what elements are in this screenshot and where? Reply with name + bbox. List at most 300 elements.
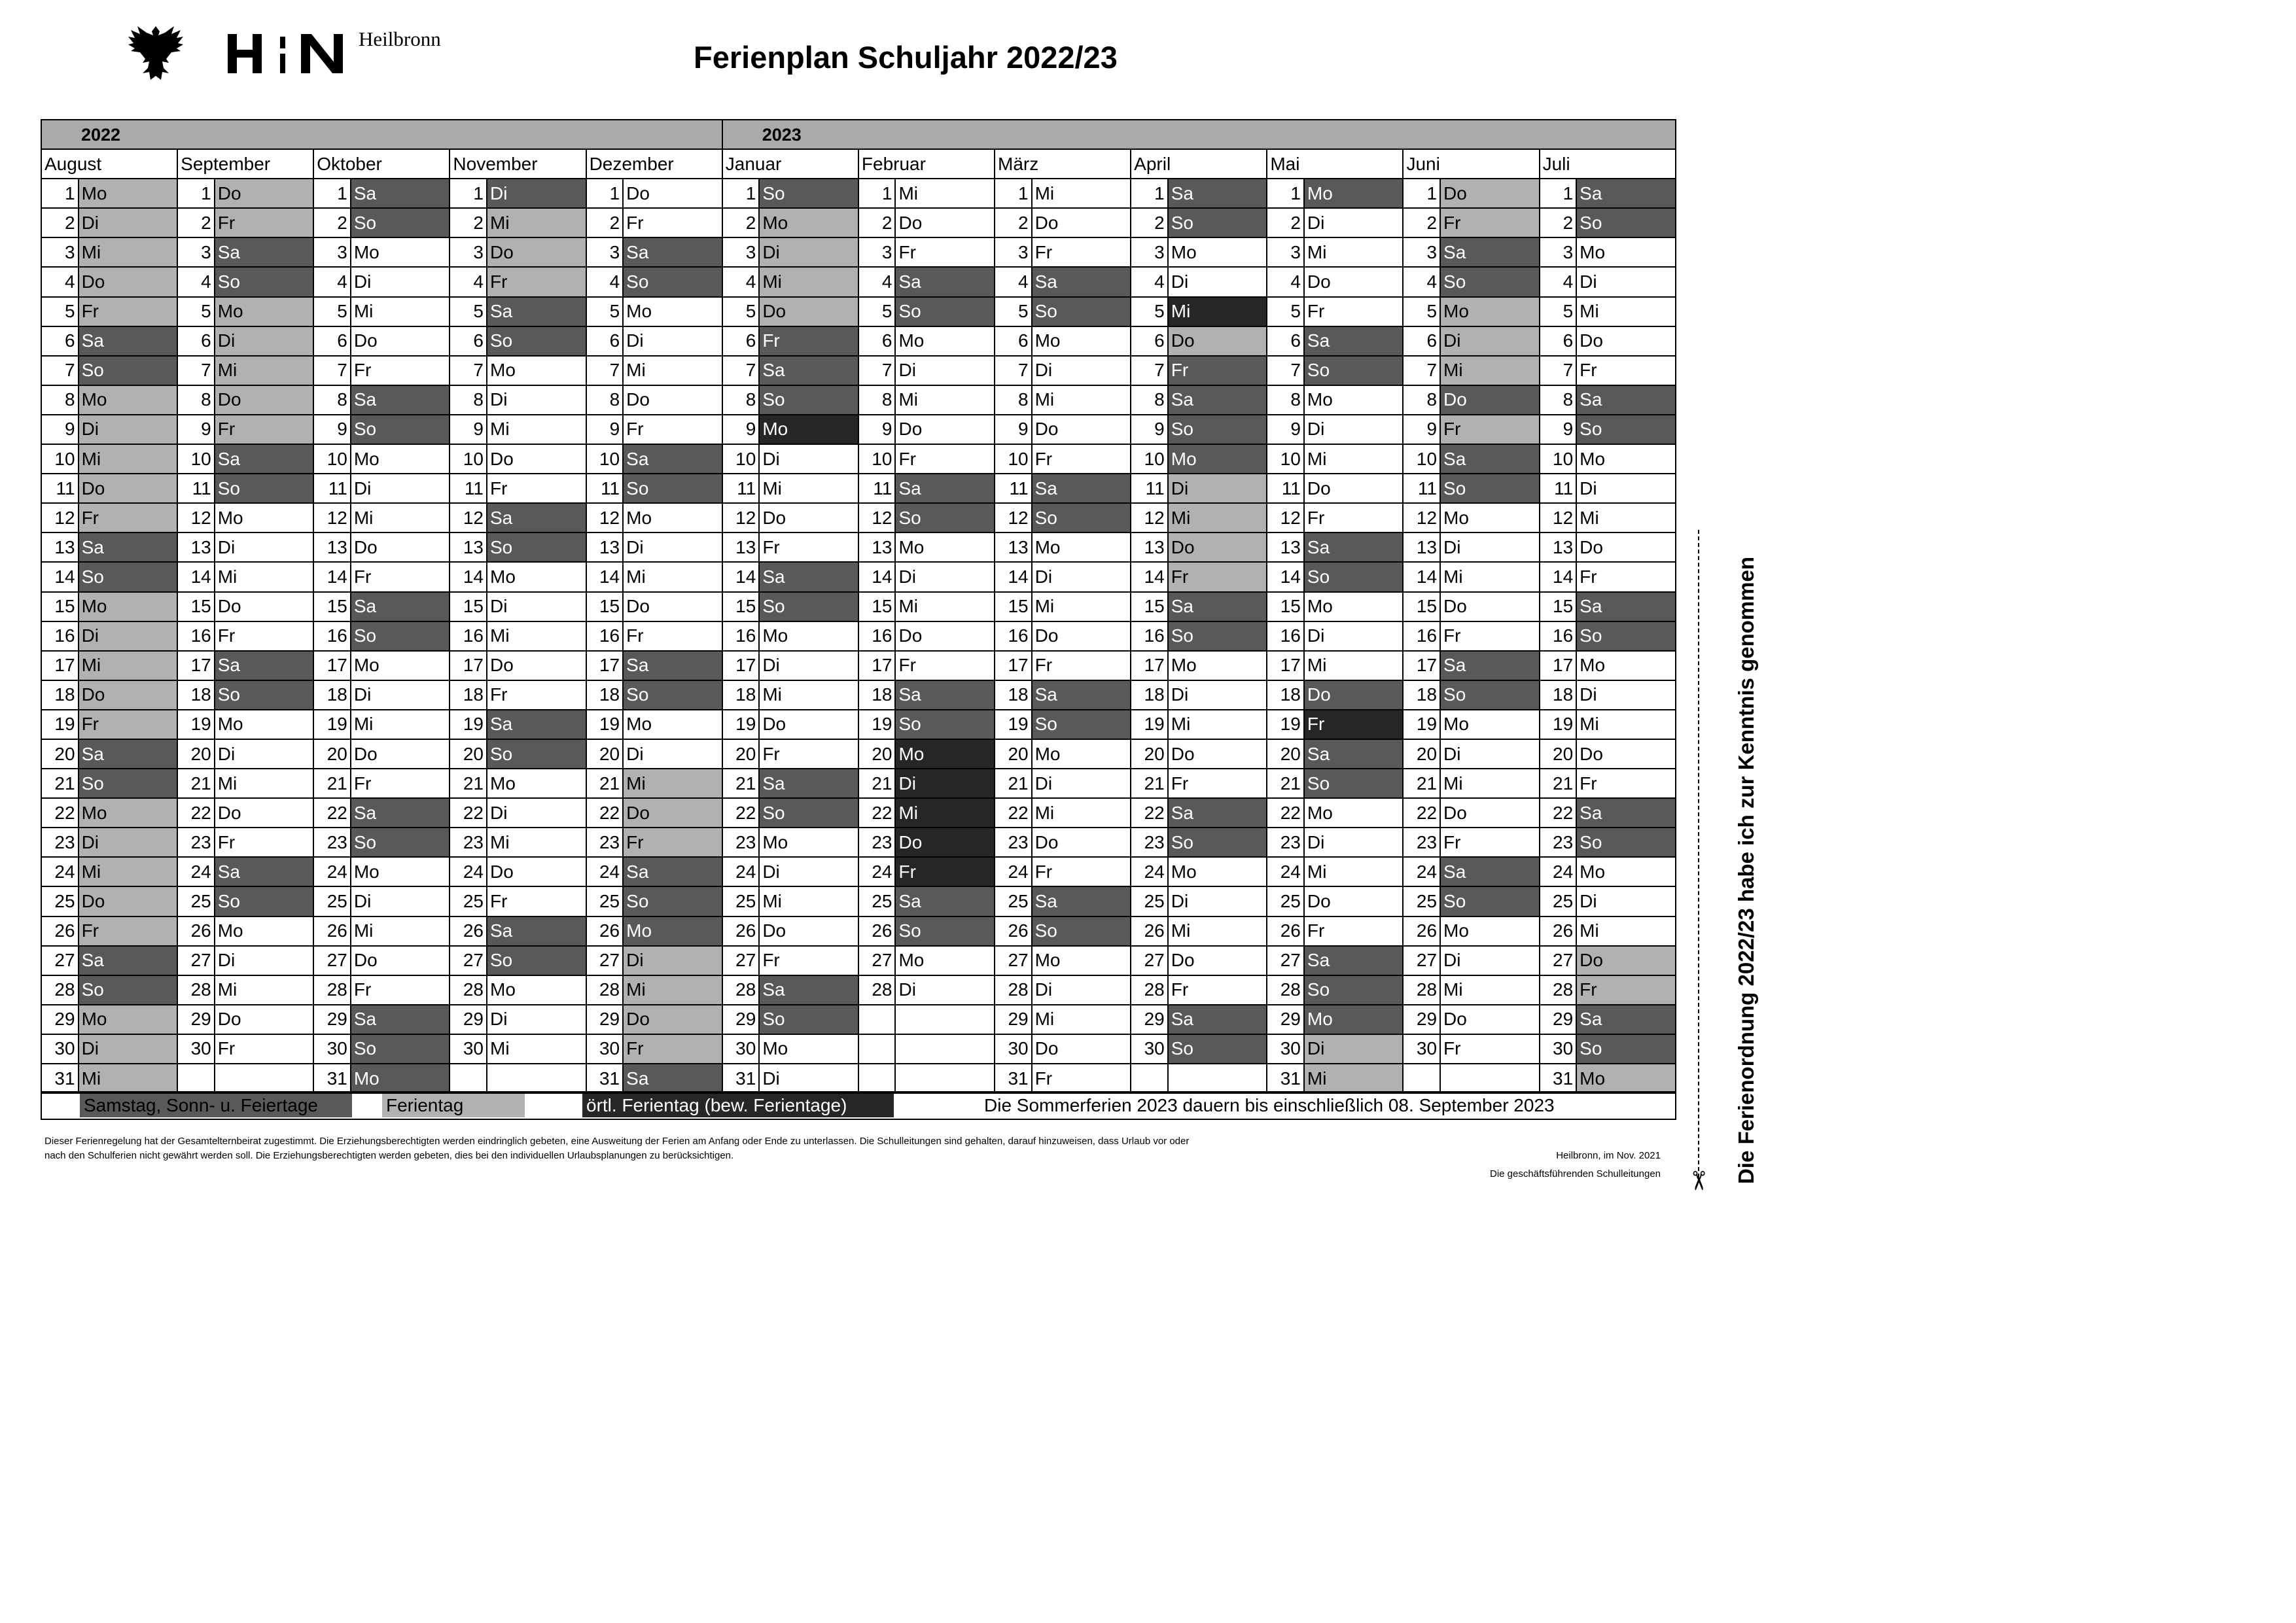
legend <box>41 1091 1676 1120</box>
day-number: 12 <box>995 503 1032 532</box>
weekday-cell: Mo <box>1440 710 1540 739</box>
weekday-cell: Do <box>1032 208 1131 237</box>
page-title: Ferienplan Schuljahr 2022/23 <box>694 40 1118 75</box>
weekday-cell: Mo <box>623 297 722 326</box>
weekday-cell: Sa <box>1032 680 1131 710</box>
day-row <box>41 326 1676 356</box>
day-number: 22 <box>1267 798 1304 828</box>
weekday-cell: So <box>215 680 314 710</box>
weekday-cell: Do <box>895 415 995 444</box>
day-number: 8 <box>1403 385 1440 415</box>
weekday-cell: So <box>759 1005 858 1034</box>
weekday-cell: Mi <box>1304 237 1404 267</box>
day-number: 28 <box>41 975 79 1005</box>
weekday-cell: Mi <box>1032 179 1131 208</box>
day-number: 10 <box>41 444 79 474</box>
weekday-cell: Mi <box>79 237 178 267</box>
day-number: 17 <box>722 651 760 680</box>
day-number: 1 <box>995 179 1032 208</box>
day-number: 4 <box>313 267 351 296</box>
day-number: 12 <box>450 503 487 532</box>
day-row <box>41 503 1676 532</box>
day-number: 27 <box>858 946 896 975</box>
day-number: 1 <box>586 179 624 208</box>
weekday-cell <box>1440 1064 1540 1093</box>
weekday-cell: Fr <box>1304 297 1404 326</box>
day-number: 17 <box>858 651 896 680</box>
weekday-cell: Do <box>1440 1005 1540 1034</box>
weekday-cell: So <box>351 415 450 444</box>
weekday-cell: Mo <box>1168 651 1267 680</box>
weekday-cell: Fr <box>623 1034 722 1064</box>
day-row <box>41 857 1676 886</box>
weekday-cell: Di <box>351 474 450 503</box>
weekday-cell: Di <box>79 415 178 444</box>
weekday-cell: Sa <box>487 916 586 946</box>
weekday-cell: Mi <box>215 975 314 1005</box>
day-row <box>41 385 1676 415</box>
weekday-cell: Mo <box>215 916 314 946</box>
weekday-cell: Mi <box>487 1034 586 1064</box>
weekday-cell: Di <box>1440 326 1540 356</box>
weekday-cell: Do <box>1168 532 1267 562</box>
day-number: 13 <box>1403 532 1440 562</box>
day-number: 26 <box>450 916 487 946</box>
day-number: 28 <box>177 975 215 1005</box>
weekday-cell: Do <box>1440 385 1540 415</box>
day-number: 30 <box>586 1034 624 1064</box>
weekday-cell: Mi <box>79 444 178 474</box>
day-row <box>41 680 1676 710</box>
weekday-cell: Mo <box>759 621 858 651</box>
day-row <box>41 208 1676 237</box>
day-number: 7 <box>1131 356 1168 385</box>
day-number: 12 <box>41 503 79 532</box>
weekday-cell: Do <box>215 385 314 415</box>
weekday-cell: Mo <box>351 444 450 474</box>
day-number: 1 <box>1131 179 1168 208</box>
weekday-cell: Fr <box>1576 356 1676 385</box>
day-number: 20 <box>722 739 760 769</box>
day-number: 6 <box>722 326 760 356</box>
weekday-cell: Sa <box>623 237 722 267</box>
day-number: 7 <box>450 356 487 385</box>
day-number: 14 <box>1540 562 1577 591</box>
weekday-cell: Mi <box>1304 444 1404 474</box>
weekday-cell: Fr <box>895 237 995 267</box>
weekday-cell: Mo <box>215 503 314 532</box>
day-number: 13 <box>586 532 624 562</box>
day-number: 13 <box>41 532 79 562</box>
day-number: 24 <box>313 857 351 886</box>
weekday-cell: Mo <box>895 326 995 356</box>
weekday-cell: Sa <box>1304 532 1404 562</box>
day-number: 10 <box>1403 444 1440 474</box>
weekday-cell: So <box>351 1034 450 1064</box>
day-number: 29 <box>586 1005 624 1034</box>
weekday-cell: Mi <box>351 710 450 739</box>
weekday-cell: Do <box>1168 326 1267 356</box>
day-row <box>41 532 1676 562</box>
day-number: 29 <box>1540 1005 1577 1034</box>
day-number: 1 <box>1403 179 1440 208</box>
weekday-cell: Fr <box>487 267 586 296</box>
weekday-cell: Di <box>1304 828 1404 857</box>
weekday-cell: So <box>487 532 586 562</box>
day-number: 26 <box>586 916 624 946</box>
weekday-cell: Mo <box>487 562 586 591</box>
weekday-cell: Fr <box>623 208 722 237</box>
cut-line <box>1698 530 1699 1178</box>
weekday-cell: Mi <box>1440 356 1540 385</box>
year-header-2022: 2022 <box>41 120 722 149</box>
day-number: 16 <box>1131 621 1168 651</box>
weekday-cell: Mi <box>351 503 450 532</box>
weekday-cell: Sa <box>1032 474 1131 503</box>
weekday-cell: Di <box>487 1005 586 1034</box>
day-number: 3 <box>995 237 1032 267</box>
day-number: 20 <box>313 739 351 769</box>
day-number: 17 <box>995 651 1032 680</box>
weekday-cell: Fr <box>1168 356 1267 385</box>
weekday-cell: Do <box>759 916 858 946</box>
day-number: 28 <box>722 975 760 1005</box>
day-number: 3 <box>41 237 79 267</box>
weekday-cell: Mo <box>759 415 858 444</box>
day-number: 28 <box>313 975 351 1005</box>
day-number: 31 <box>41 1064 79 1093</box>
day-number: 13 <box>995 532 1032 562</box>
weekday-cell: Do <box>1440 179 1540 208</box>
day-number: 6 <box>313 326 351 356</box>
weekday-cell: Fr <box>351 769 450 798</box>
weekday-cell: Fr <box>759 326 858 356</box>
weekday-cell: Fr <box>759 946 858 975</box>
weekday-cell <box>895 1034 995 1064</box>
weekday-cell: So <box>759 592 858 621</box>
weekday-cell: Mo <box>79 179 178 208</box>
day-number: 23 <box>41 828 79 857</box>
day-number: 22 <box>177 798 215 828</box>
day-number: 14 <box>313 562 351 591</box>
weekday-cell: Mo <box>1576 857 1676 886</box>
weekday-cell: So <box>1032 503 1131 532</box>
weekday-cell: Mi <box>487 621 586 651</box>
weekday-cell: Di <box>759 237 858 267</box>
day-number: 10 <box>313 444 351 474</box>
weekday-cell: Di <box>79 828 178 857</box>
day-number: 11 <box>41 474 79 503</box>
heilbronn-logo <box>222 25 347 80</box>
day-row <box>41 798 1676 828</box>
weekday-cell: Fr <box>1304 503 1404 532</box>
weekday-cell: Do <box>759 503 858 532</box>
day-number: 8 <box>313 385 351 415</box>
day-number: 9 <box>41 415 79 444</box>
weekday-cell: Do <box>487 444 586 474</box>
weekday-cell: Mi <box>351 916 450 946</box>
day-number: 19 <box>1403 710 1440 739</box>
day-number: 28 <box>1403 975 1440 1005</box>
weekday-cell: Mo <box>487 356 586 385</box>
day-number: 3 <box>450 237 487 267</box>
holiday-calendar-table <box>41 119 1676 1094</box>
day-number: 25 <box>1131 886 1168 916</box>
weekday-cell: Mi <box>759 680 858 710</box>
day-number: 11 <box>313 474 351 503</box>
day-number: 17 <box>1131 651 1168 680</box>
weekday-cell: Di <box>79 621 178 651</box>
weekday-cell: So <box>1032 710 1131 739</box>
day-number: 20 <box>858 739 896 769</box>
weekday-cell: Sa <box>351 798 450 828</box>
weekday-cell: Mo <box>1440 916 1540 946</box>
day-number: 24 <box>177 857 215 886</box>
day-number: 23 <box>177 828 215 857</box>
day-number: 15 <box>858 592 896 621</box>
weekday-cell: Di <box>759 651 858 680</box>
weekday-cell: Di <box>623 739 722 769</box>
day-number: 10 <box>722 444 760 474</box>
day-number: 2 <box>1403 208 1440 237</box>
day-number: 7 <box>41 356 79 385</box>
day-number: 7 <box>313 356 351 385</box>
day-number: 18 <box>1131 680 1168 710</box>
weekday-cell: Fr <box>1576 975 1676 1005</box>
day-number <box>858 1064 896 1093</box>
weekday-cell: Sa <box>79 326 178 356</box>
weekday-cell: Mi <box>623 769 722 798</box>
weekday-cell: Do <box>1576 326 1676 356</box>
day-number: 9 <box>586 415 624 444</box>
day-number: 3 <box>313 237 351 267</box>
month-header: Mai <box>1267 149 1403 179</box>
day-number: 30 <box>995 1034 1032 1064</box>
day-number: 6 <box>995 326 1032 356</box>
day-number: 6 <box>1131 326 1168 356</box>
day-row <box>41 946 1676 975</box>
day-number: 21 <box>1403 769 1440 798</box>
day-row <box>41 562 1676 591</box>
day-number: 26 <box>858 916 896 946</box>
weekday-cell: Fr <box>215 1034 314 1064</box>
weekday-cell: Mi <box>1032 798 1131 828</box>
day-number: 20 <box>177 739 215 769</box>
weekday-cell: Fr <box>1576 562 1676 591</box>
day-number: 7 <box>1540 356 1577 385</box>
day-number <box>450 1064 487 1093</box>
weekday-cell: Sa <box>1576 385 1676 415</box>
weekday-cell: So <box>1440 267 1540 296</box>
day-number: 29 <box>177 1005 215 1034</box>
city-name: Heilbronn <box>359 27 441 50</box>
weekday-cell: Mi <box>759 474 858 503</box>
day-number: 16 <box>586 621 624 651</box>
day-number: 17 <box>177 651 215 680</box>
weekday-cell: Mo <box>1304 179 1404 208</box>
day-number: 10 <box>586 444 624 474</box>
weekday-cell: Sa <box>1032 267 1131 296</box>
day-number: 29 <box>1403 1005 1440 1034</box>
day-number: 21 <box>995 769 1032 798</box>
day-number: 12 <box>313 503 351 532</box>
day-number: 10 <box>1267 444 1304 474</box>
day-number: 16 <box>995 621 1032 651</box>
weekday-cell: Fr <box>1168 562 1267 591</box>
day-number: 21 <box>1267 769 1304 798</box>
weekday-cell: Di <box>623 946 722 975</box>
weekday-cell: Do <box>623 179 722 208</box>
day-number: 5 <box>586 297 624 326</box>
weekday-cell: So <box>1440 680 1540 710</box>
day-number: 21 <box>450 769 487 798</box>
day-row <box>41 267 1676 296</box>
day-number: 2 <box>177 208 215 237</box>
weekday-cell: Do <box>79 267 178 296</box>
day-number: 7 <box>1403 356 1440 385</box>
day-number: 21 <box>858 769 896 798</box>
day-number: 5 <box>1540 297 1577 326</box>
weekday-cell: Sa <box>1168 179 1267 208</box>
day-number: 24 <box>858 857 896 886</box>
weekday-cell: Mi <box>895 179 995 208</box>
day-number: 20 <box>1267 739 1304 769</box>
weekday-cell: Mo <box>1440 297 1540 326</box>
day-number: 6 <box>177 326 215 356</box>
weekday-cell: Mi <box>1032 592 1131 621</box>
day-number: 17 <box>1540 651 1577 680</box>
weekday-cell: Fr <box>1032 1064 1131 1093</box>
day-number: 15 <box>1403 592 1440 621</box>
day-number: 11 <box>995 474 1032 503</box>
weekday-cell <box>215 1064 314 1093</box>
eagle-icon <box>122 21 190 86</box>
day-number: 7 <box>722 356 760 385</box>
weekday-cell: Fr <box>895 857 995 886</box>
day-number: 30 <box>177 1034 215 1064</box>
weekday-cell: Do <box>1304 886 1404 916</box>
day-number: 4 <box>1267 267 1304 296</box>
day-number: 28 <box>1540 975 1577 1005</box>
weekday-cell: Fr <box>487 886 586 916</box>
weekday-cell: So <box>1168 621 1267 651</box>
weekday-cell: Di <box>1032 769 1131 798</box>
weekday-cell: Sa <box>1440 857 1540 886</box>
weekday-cell: So <box>1576 1034 1676 1064</box>
day-number: 15 <box>41 592 79 621</box>
day-number: 15 <box>1267 592 1304 621</box>
weekday-cell: Sa <box>79 739 178 769</box>
weekday-cell: Mo <box>1304 592 1404 621</box>
day-number: 4 <box>1540 267 1577 296</box>
weekday-cell: Do <box>1304 267 1404 296</box>
weekday-cell: Di <box>759 1064 858 1093</box>
weekday-cell: Mi <box>623 562 722 591</box>
weekday-cell: Mi <box>1032 385 1131 415</box>
day-number: 26 <box>1267 916 1304 946</box>
weekday-cell: Di <box>623 532 722 562</box>
weekday-cell: Sa <box>1168 592 1267 621</box>
day-number: 7 <box>586 356 624 385</box>
day-number: 10 <box>995 444 1032 474</box>
day-number: 12 <box>177 503 215 532</box>
day-number: 13 <box>450 532 487 562</box>
weekday-cell: Fr <box>1168 975 1267 1005</box>
day-number: 24 <box>995 857 1032 886</box>
day-number: 2 <box>586 208 624 237</box>
day-number: 4 <box>586 267 624 296</box>
year-header-row <box>41 120 1676 149</box>
weekday-cell: Di <box>1168 680 1267 710</box>
weekday-cell: Mo <box>1304 385 1404 415</box>
weekday-cell: So <box>1576 415 1676 444</box>
weekday-cell: Di <box>1440 532 1540 562</box>
day-number: 23 <box>586 828 624 857</box>
weekday-cell: Sa <box>895 267 995 296</box>
weekday-cell: Di <box>895 562 995 591</box>
weekday-cell: So <box>895 503 995 532</box>
weekday-cell: Fr <box>1168 769 1267 798</box>
day-number: 28 <box>995 975 1032 1005</box>
weekday-cell: So <box>1168 415 1267 444</box>
day-row <box>41 1005 1676 1034</box>
day-number: 20 <box>1540 739 1577 769</box>
weekday-cell: Sa <box>215 857 314 886</box>
weekday-cell: Mo <box>1576 1064 1676 1093</box>
weekday-cell: Di <box>487 592 586 621</box>
day-number: 8 <box>177 385 215 415</box>
day-number: 10 <box>1540 444 1577 474</box>
day-number: 21 <box>586 769 624 798</box>
weekday-cell: Mo <box>351 237 450 267</box>
day-number <box>177 1064 215 1093</box>
weekday-cell: So <box>487 946 586 975</box>
weekday-cell: So <box>895 916 995 946</box>
weekday-cell: Mo <box>1440 503 1540 532</box>
weekday-cell: Di <box>215 739 314 769</box>
weekday-cell: Fr <box>1032 237 1131 267</box>
day-number: 21 <box>1131 769 1168 798</box>
weekday-cell: Sa <box>1576 179 1676 208</box>
day-number: 3 <box>1267 237 1304 267</box>
day-row <box>41 975 1676 1005</box>
weekday-cell: Do <box>351 946 450 975</box>
summer-note: Die Sommerferien 2023 dauern bis einschließlich 08. September 2023 <box>984 1095 1555 1115</box>
weekday-cell: Sa <box>1304 326 1404 356</box>
day-number: 22 <box>1131 798 1168 828</box>
day-number: 19 <box>313 710 351 739</box>
weekday-cell: Fr <box>215 415 314 444</box>
day-number: 3 <box>858 237 896 267</box>
day-number: 16 <box>1403 621 1440 651</box>
weekday-cell: Di <box>1304 1034 1404 1064</box>
weekday-cell: Di <box>1168 267 1267 296</box>
day-number: 23 <box>995 828 1032 857</box>
weekday-cell: So <box>1304 975 1404 1005</box>
day-number: 18 <box>450 680 487 710</box>
weekday-cell: Mo <box>1032 739 1131 769</box>
day-number: 11 <box>177 474 215 503</box>
weekday-cell: Sa <box>623 1064 722 1093</box>
day-number: 25 <box>858 886 896 916</box>
weekday-cell: Mo <box>215 297 314 326</box>
day-number: 4 <box>995 267 1032 296</box>
weekday-cell: Sa <box>623 651 722 680</box>
day-row <box>41 651 1676 680</box>
day-number: 30 <box>1403 1034 1440 1064</box>
weekday-cell: Do <box>215 592 314 621</box>
day-number: 3 <box>1540 237 1577 267</box>
